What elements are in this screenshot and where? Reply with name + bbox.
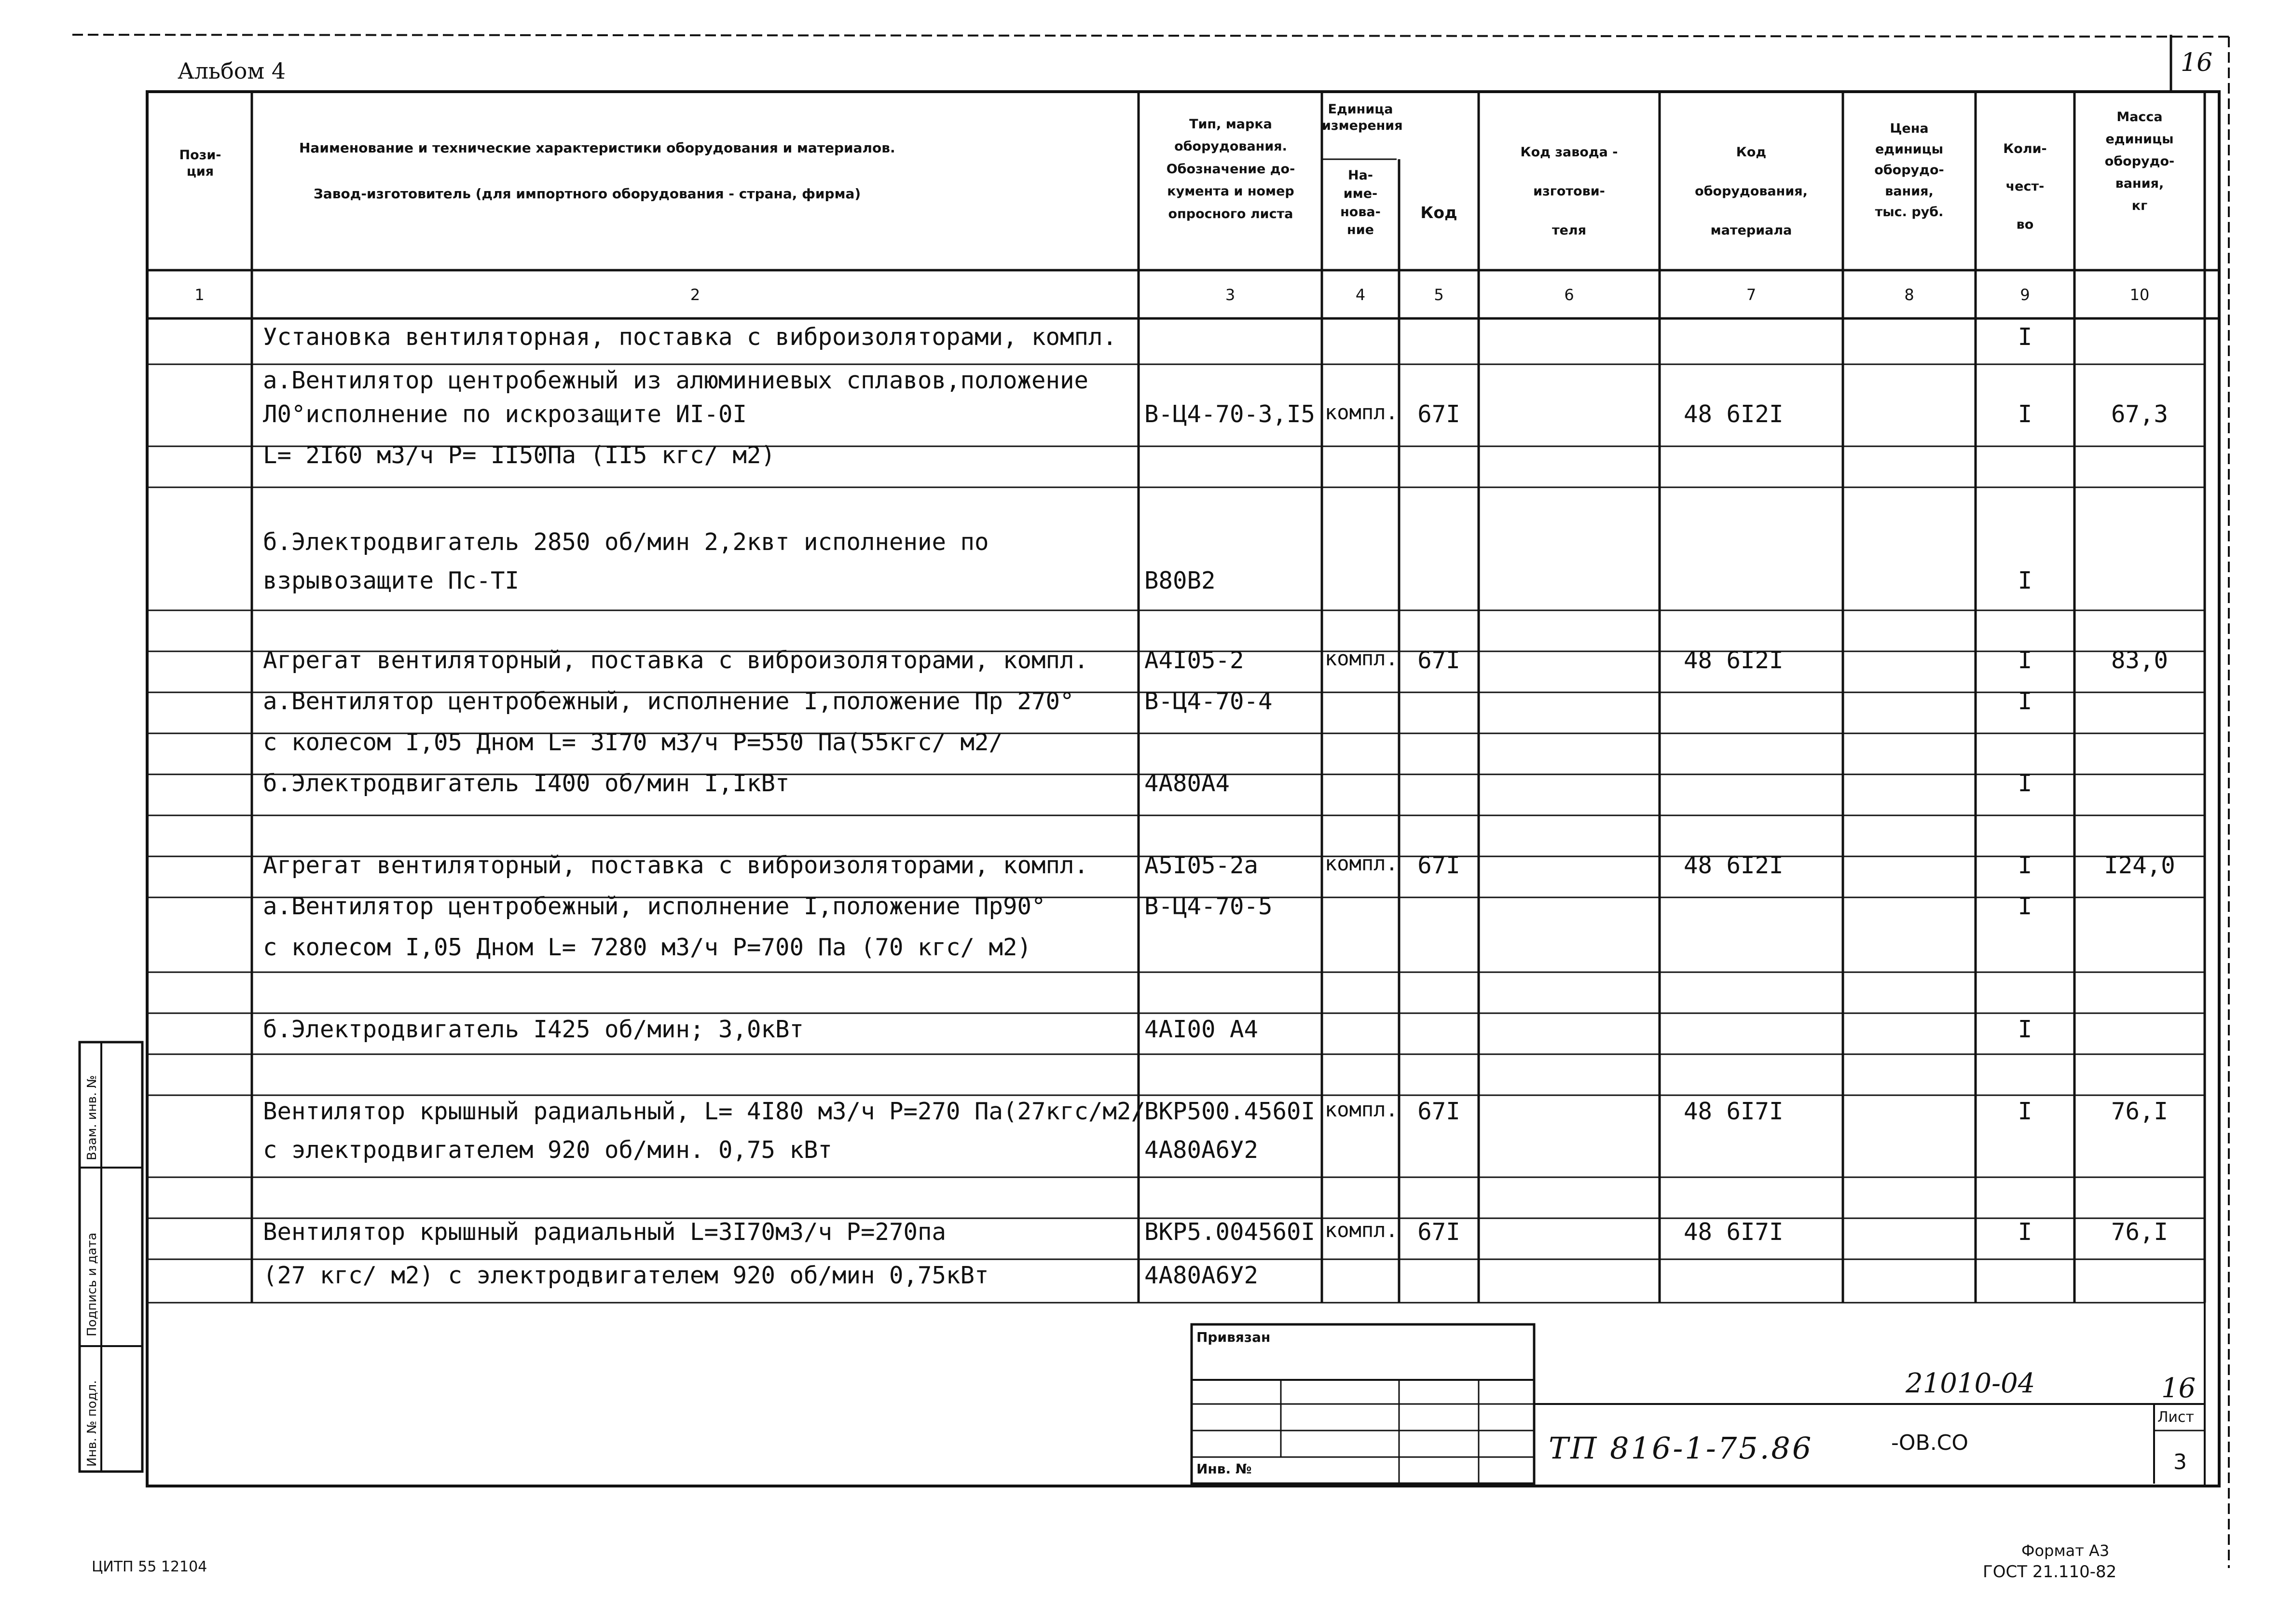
- table-cell-code: 67I: [1417, 1098, 1460, 1125]
- header-unit-name: На- име- нова- ние: [1340, 168, 1381, 238]
- table-cell-type: В-Ц4-70-3,I5: [1144, 400, 1316, 428]
- table-cell-name: Агрегат вентиляторный, поставка с виброизоляторами, компл.: [263, 647, 1089, 674]
- table-cell-code: 67I: [1417, 647, 1460, 674]
- sheet-top-number: 16: [2181, 48, 2213, 77]
- table-cell-qty: I: [2018, 1218, 2032, 1246]
- table-cell-name: Вентилятор крышный радиальный L=3I70м3/ч P=270па: [263, 1218, 947, 1246]
- table-cell-code: 67I: [1417, 1218, 1460, 1246]
- table-cell-type: А4I05-2: [1144, 647, 1244, 674]
- header-price: Цена единицы оборудо- вания, тыс. руб.: [1874, 121, 1944, 220]
- table-cell-equip: 48 6I2I: [1684, 647, 1784, 674]
- document-code: ТП 816-1-75.86: [1549, 1431, 1813, 1466]
- footer-code: ЦИТП 55 12104: [92, 1558, 207, 1575]
- table-cell-name: б.Электродвигатель I425 об/мин; 3,0кВт: [263, 1016, 804, 1043]
- table-cell-unit: компл.: [1325, 1100, 1398, 1120]
- table-cell-name: Установка вентиляторная, поставка с виброизоляторами, компл.: [263, 323, 1117, 351]
- footer-gost: ГОСТ 21.110-82: [1983, 1562, 2117, 1582]
- table-cell-type: А5I05-2а: [1144, 852, 1259, 879]
- header-quantity: Коли- чест- во: [2003, 141, 2047, 232]
- stamp-privyazan: Привязан: [1196, 1329, 1271, 1345]
- table-cell-qty: I: [2018, 1098, 2032, 1125]
- header-unit: Единица измерения: [1322, 102, 1403, 133]
- table-cell-qty: I: [2018, 770, 2032, 797]
- table-cell-qty: I: [2018, 323, 2032, 351]
- table-cell-unit: компл.: [1325, 648, 1398, 669]
- table-cell-name: а.Вентилятор центробежный, исполнение I,положение Пр 270°: [263, 688, 1074, 715]
- document-suffix: -ОВ.СО: [1891, 1431, 1969, 1455]
- table-cell-qty: I: [2018, 567, 2032, 594]
- table-cell-mass: I24,0: [2104, 852, 2175, 879]
- list-label: Лист: [2157, 1409, 2195, 1426]
- col-number: 7: [1746, 286, 1757, 304]
- table-cell-mass: 76,I: [2111, 1098, 2168, 1125]
- col-number: 10: [2129, 286, 2150, 304]
- table-cell-type: ВКР500.4560I: [1144, 1098, 1316, 1125]
- stamp-inv: Инв. №: [1196, 1461, 1252, 1477]
- table-cell-type: 4А80А6У2: [1144, 1262, 1259, 1289]
- col-number: 8: [1904, 286, 1914, 304]
- col-number: 9: [2020, 286, 2030, 304]
- table-cell-type: В80В2: [1144, 567, 1216, 594]
- col-number: 4: [1355, 286, 1366, 304]
- table-cell-qty: I: [2018, 893, 2032, 920]
- col-number: 2: [690, 286, 700, 304]
- sheet-number: 16: [2161, 1373, 2196, 1404]
- table-cell-equip: 48 6I7I: [1684, 1098, 1784, 1125]
- album-title: Альбом 4: [178, 58, 286, 84]
- table-cell-name: Вентилятор крышный радиальный, L= 4I80 м3/ч P=270 Па(27кгс/м2/: [263, 1098, 1146, 1125]
- table-cell-name: с колесом I,05 Дном L= 3I70 м3/ч P=550 Па(55кгс/ м2/: [263, 729, 1003, 756]
- col-number: 1: [194, 286, 205, 304]
- table-cell-equip: 48 6I7I: [1684, 1218, 1784, 1246]
- col-number: 3: [1225, 286, 1236, 304]
- table-cell-type: ВКР5.004560I: [1144, 1218, 1316, 1246]
- side-label-signature-date: Подпись и дата: [85, 1232, 99, 1336]
- table-cell-name: б.Электродвигатель I400 об/мин I,IкВт: [263, 770, 790, 797]
- header-name-1: Наименование и технические характеристики оборудования и материалов.: [299, 140, 895, 156]
- table-cell-qty: I: [2018, 1016, 2032, 1043]
- table-cell-qty: I: [2018, 647, 2032, 674]
- table-cell-mass: 67,3: [2111, 400, 2168, 428]
- header-position: Пози- ция: [179, 148, 221, 179]
- footer-format: Формат А3: [2021, 1541, 2110, 1560]
- table-cell-code: 67I: [1417, 852, 1460, 879]
- col-number: 6: [1564, 286, 1574, 304]
- table-cell-code: 67I: [1417, 400, 1460, 428]
- header-mass: Масса единицы оборудо- вания, кг: [2104, 110, 2175, 213]
- header-unit-code: Код: [1420, 203, 1457, 222]
- table-cell-qty: I: [2018, 688, 2032, 715]
- table-cell-mass: 76,I: [2111, 1218, 2168, 1246]
- table-cell-type: 4АI00 А4: [1144, 1016, 1259, 1043]
- table-cell-type: 4А80А4: [1144, 770, 1230, 797]
- list-value: 3: [2173, 1450, 2187, 1474]
- table-cell-name: Л0°исполнение по искрозащите ИI-0I: [263, 400, 747, 428]
- table-cell-name: б.Электродвигатель 2850 об/мин 2,2квт исполнение по: [263, 528, 989, 556]
- header-plant-code: Код завода - изготови- теля: [1520, 145, 1618, 238]
- table-cell-qty: I: [2018, 852, 2032, 879]
- table-cell-unit: компл.: [1325, 402, 1398, 423]
- side-label-replace-inv: Взам. инв. №: [85, 1075, 99, 1160]
- table-cell-name: Агрегат вентиляторный, поставка с виброизоляторами, компл.: [263, 852, 1089, 879]
- header-type: Тип, марка оборудования. Обозначение до- кумента и номер опросного листа: [1166, 117, 1295, 221]
- table-cell-name: взрывозащите Пс-ТI: [263, 567, 520, 594]
- table-cell-unit: компл.: [1325, 853, 1398, 874]
- table-cell-name: (27 кгс/ м2) с электродвигателем 920 об/мин 0,75кВт: [263, 1262, 989, 1289]
- header-name-2: Завод-изготовитель (для импортного оборудования - страна, фирма): [314, 186, 861, 202]
- header-equipment-code: Код оборудования, материала: [1695, 145, 1808, 238]
- table-cell-name: с колесом I,05 Дном L= 7280 м3/ч P=700 Па (70 кгс/ м2): [263, 934, 1032, 961]
- col-number: 5: [1434, 286, 1444, 304]
- project-number: 21010-04: [1906, 1368, 2035, 1399]
- table-cell-equip: 48 6I2I: [1684, 852, 1784, 879]
- table-cell-type: В-Ц4-70-4: [1144, 688, 1273, 715]
- side-label-inv-original: Инв. № подл.: [85, 1380, 99, 1467]
- table-cell-name: с электродвигателем 920 об/мин. 0,75 кВт: [263, 1136, 833, 1164]
- table-cell-equip: 48 6I2I: [1684, 400, 1784, 428]
- table-cell-type: В-Ц4-70-5: [1144, 893, 1273, 920]
- table-cell-qty: I: [2018, 400, 2032, 428]
- table-cell-name: а.Вентилятор центробежный, исполнение I,положение Пр90°: [263, 893, 1046, 920]
- table-cell-mass: 83,0: [2111, 647, 2168, 674]
- table-cell-unit: компл.: [1325, 1220, 1398, 1240]
- table-cell-name: L= 2I60 м3/ч P= II50Па (II5 кгс/ м2): [263, 441, 776, 469]
- table-cell-name: а.Вентилятор центробежный из алюминиевых сплавов,положение: [263, 367, 1089, 394]
- table-cell-type: 4А80А6У2: [1144, 1136, 1259, 1164]
